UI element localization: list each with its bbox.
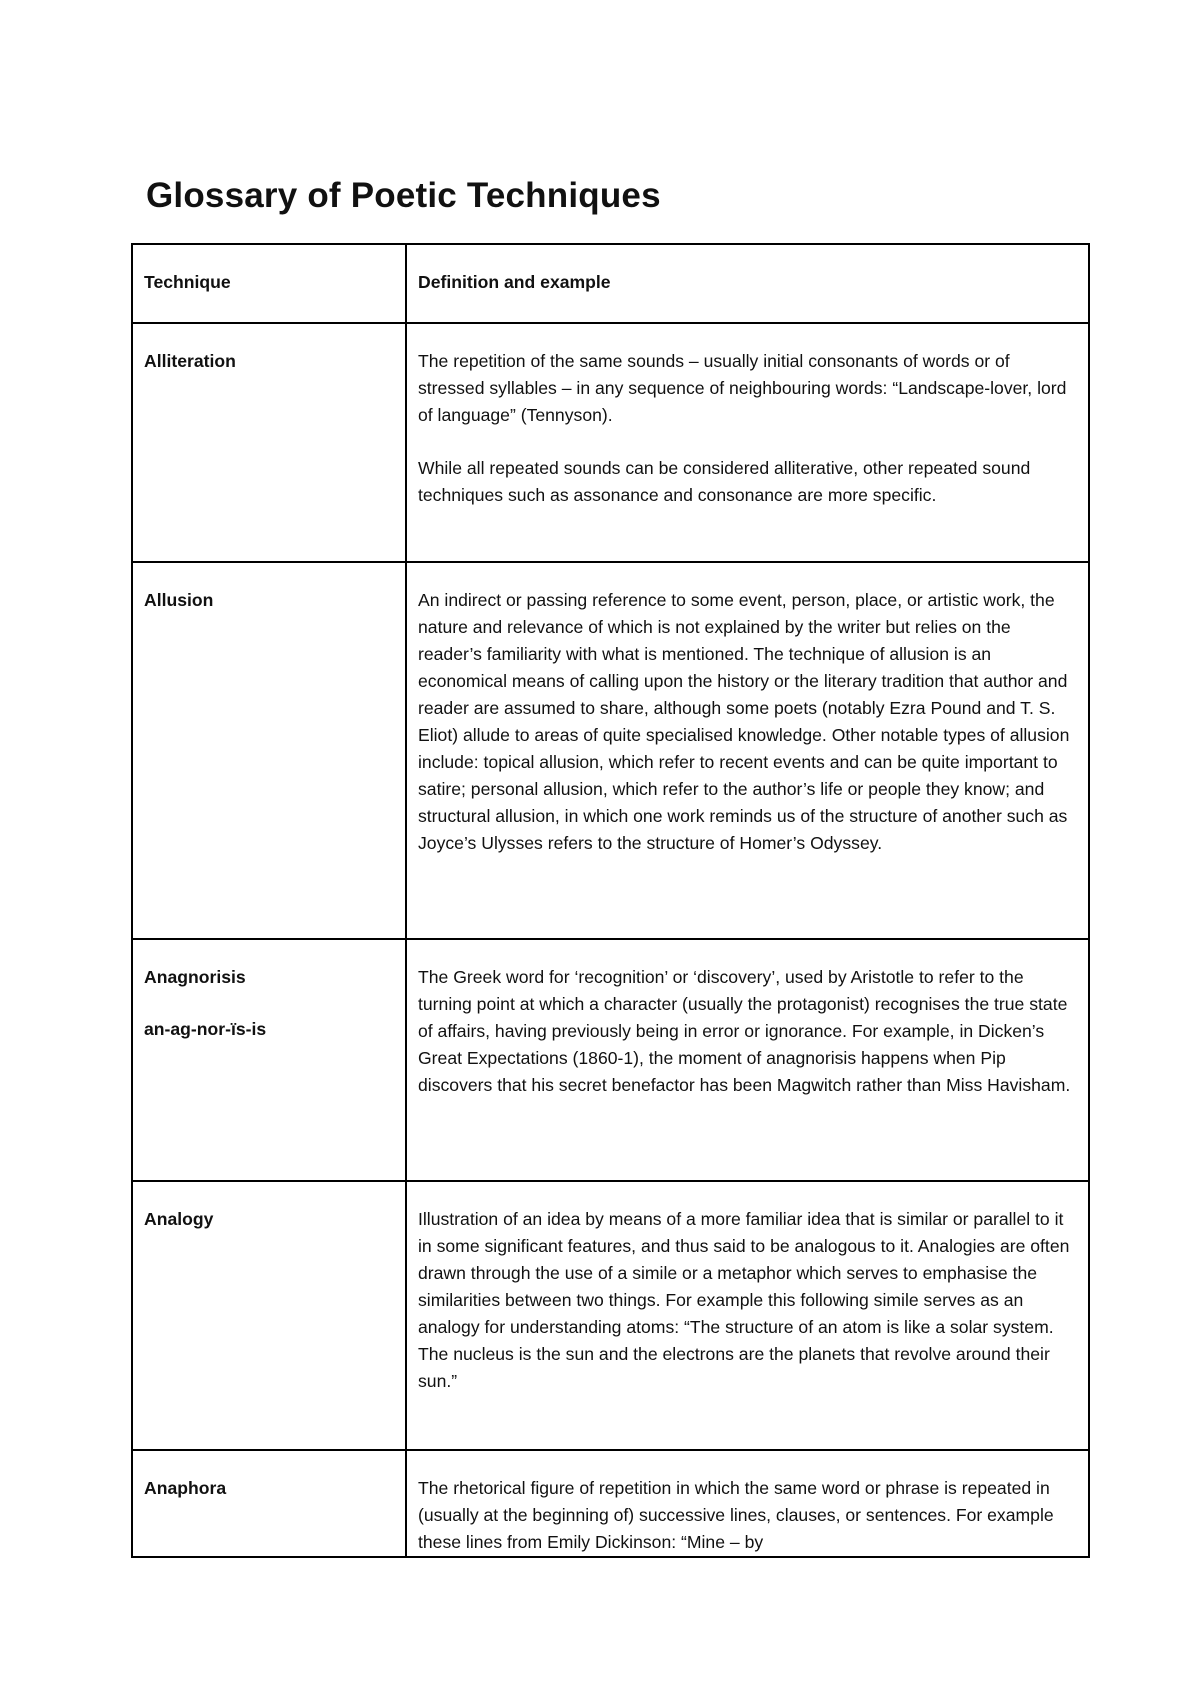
term-cell: [132, 1181, 406, 1450]
term-cell: [132, 1450, 406, 1557]
definition-paragraph: The rhetorical figure of repetition in which the same word or phrase is repeated in (usually at the beginning of) successive lines, clauses, or sentences. For example these lines from Emily Dickinson: “Mine – by: [418, 1478, 1054, 1552]
term-anaphora: Anaphora: [144, 1478, 227, 1498]
term-pronunciation: an-ag-nor-ïs-is: [144, 1019, 267, 1039]
table-row: [132, 939, 1089, 1181]
table-header-row: [132, 244, 1089, 323]
definition-paragraph: While all repeated sounds can be considered alliterative, other repeated sound techniques such as assonance and consonance are more specific.: [418, 458, 1031, 505]
term-allusion: Allusion: [144, 590, 214, 610]
term-analogy: Analogy: [144, 1209, 214, 1229]
table-row: [132, 1450, 1089, 1557]
term-cell: [132, 939, 406, 1181]
table-row: [132, 1181, 1089, 1450]
table-row: [132, 323, 1089, 562]
column-header-definition: Definition and example: [406, 244, 1089, 323]
term-cell: [132, 323, 406, 562]
definition-paragraph: An indirect or passing reference to some event, person, place, or artistic work, the nature and relevance of which is not explained by the writer but relies on the reader’s familiarity with what is mentioned. The technique of allusion is an economical means of calling upon the history or the literary tradition that author and reader are assumed to share, although some poets (notably Ezra Pound and T. S. Eliot) allude to areas of quite specialised knowledge. Other notable types of allusion include: topical allusion, which refer to recent events and can be quite important to satire; personal allusion, which refer to the author’s life or people they know; and structural allusion, in which one work reminds us of the structure of another such as Joyce’s Ulysses refers to the structure of Homer’s Odyssey.: [418, 590, 1070, 853]
definition-cell: [406, 323, 1089, 562]
definition-cell: [406, 939, 1089, 1181]
definition-cell: [406, 1450, 1089, 1557]
definition-paragraph: The repetition of the same sounds – usually initial consonants of words or of stressed syllables – in any sequence of neighbouring words: “Landscape-lover, lord of language” (Tennyson).: [418, 351, 1067, 425]
term-cell: [132, 562, 406, 939]
definition-cell: [406, 1181, 1089, 1450]
term-anagnorisis: Anagnorisis: [144, 967, 246, 987]
glossary-table: [131, 243, 1090, 1558]
table-row: [132, 562, 1089, 939]
term-alliteration: Alliteration: [144, 351, 236, 371]
definition-cell: [406, 562, 1089, 939]
definition-paragraph: Illustration of an idea by means of a more familiar idea that is similar or parallel to it in some significant features, and thus said to be analogous to it. Analogies are often drawn through the use of a simile or a metaphor which serves to emphasise the similarities between two things. For example this following simile serves as an analogy for understanding atoms: “The structure of an atom is like a solar system. The nucleus is the sun and the electrons are the planets that revolve around their sun.”: [418, 1209, 1070, 1391]
page-title: Glossary of Poetic Techniques: [146, 176, 661, 215]
definition-paragraph: The Greek word for ‘recognition’ or ‘discovery’, used by Aristotle to refer to the turning point at which a character (usually the protagonist) recognises the true state of affairs, having previously being in error or ignorance. For example, in Dicken’s Great Expectations (1860-1), the moment of anagnorisis happens when Pip discovers that his secret benefactor has been Magwitch rather than Miss Havisham.: [418, 967, 1071, 1095]
column-header-technique: Technique: [132, 244, 406, 323]
